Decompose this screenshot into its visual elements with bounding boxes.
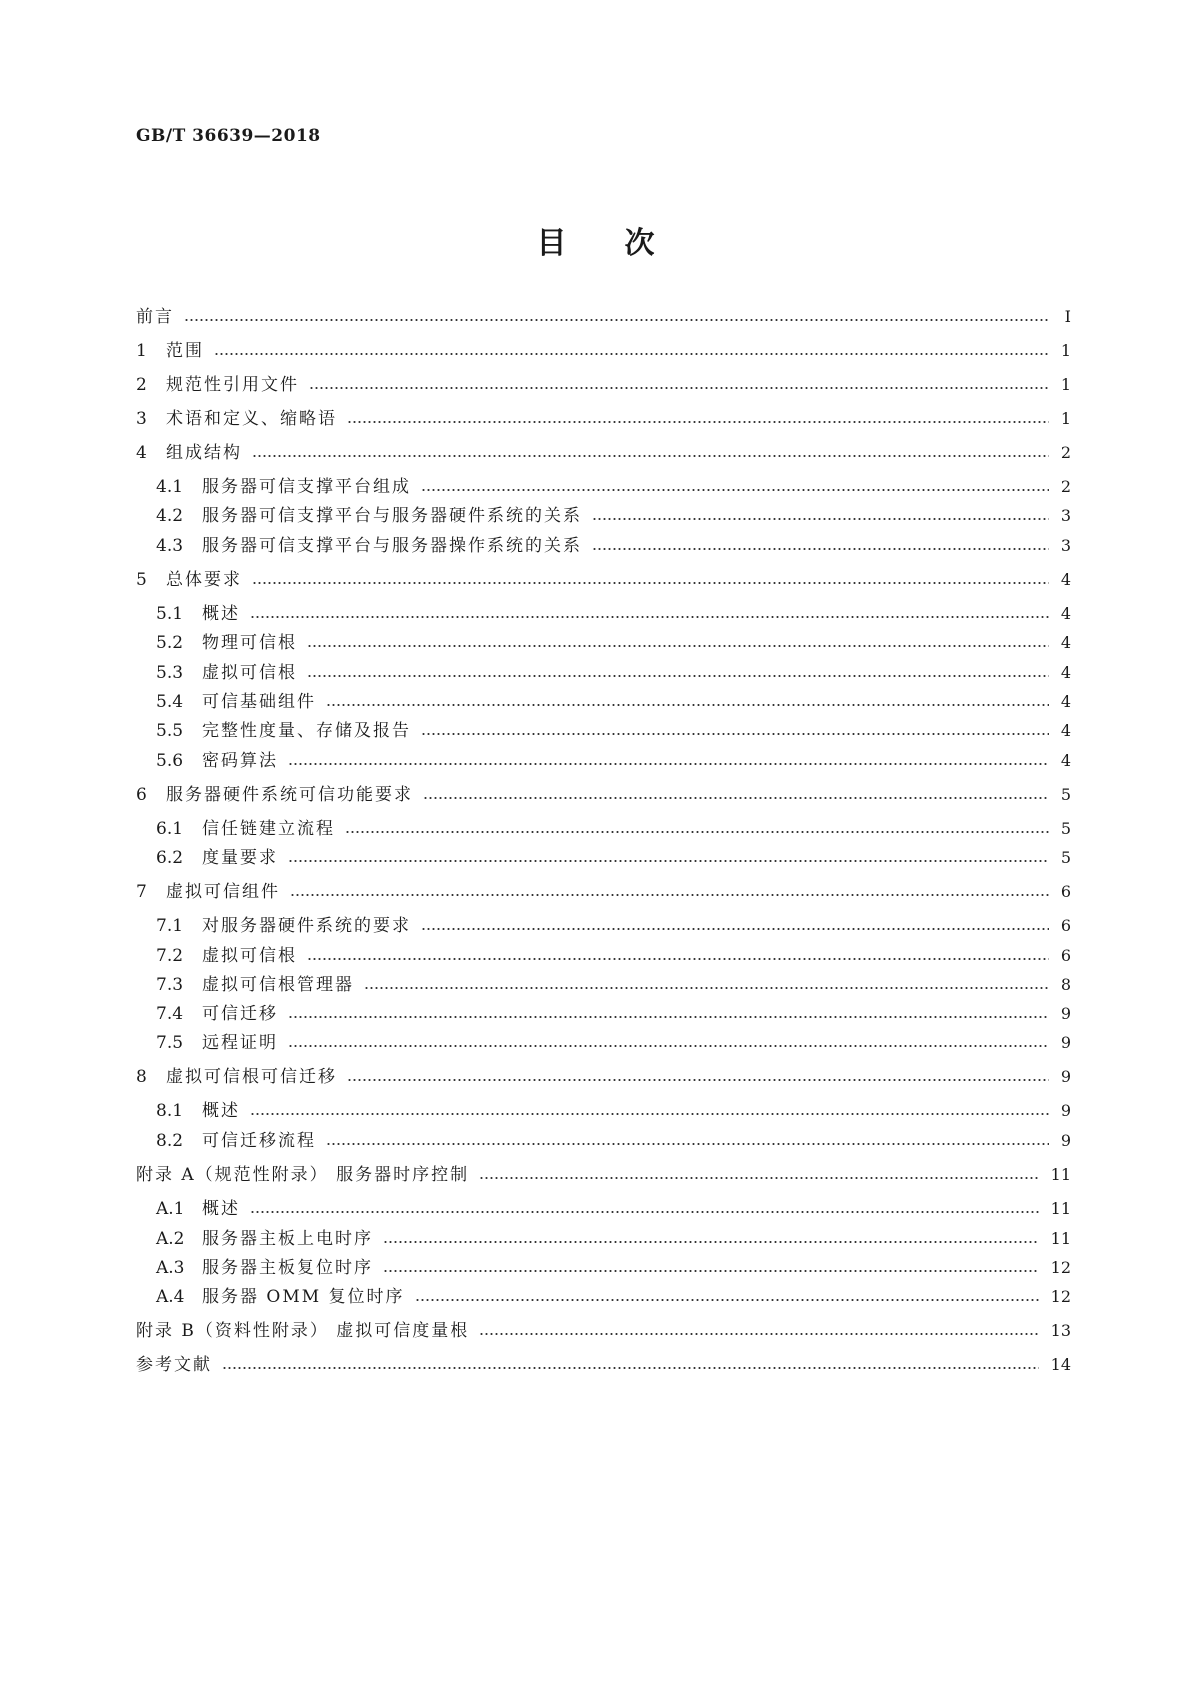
toc-entry-title: 服务器主板复位时序	[202, 1258, 373, 1278]
dot-leader	[184, 319, 1049, 321]
toc-entry-number: 3	[136, 409, 147, 429]
standard-code: GB/T 36639—2018	[136, 126, 321, 146]
toc-entry[interactable]	[136, 1318, 1071, 1344]
toc-entry-page: 9	[1060, 1004, 1071, 1023]
toc-entry[interactable]	[156, 1284, 1071, 1310]
toc-entry-title: 概述	[202, 1199, 240, 1219]
toc-entry-number: 4	[136, 443, 147, 463]
toc-entry[interactable]	[136, 304, 1071, 330]
toc-entry-number: 5	[136, 570, 147, 590]
dot-leader	[222, 1367, 1039, 1369]
toc-entry-page: 13	[1050, 1321, 1071, 1340]
toc-entry[interactable]	[156, 533, 1071, 559]
toc-entry-number: 8.2	[156, 1131, 184, 1151]
toc-entry[interactable]	[156, 689, 1071, 715]
toc-entry-page: 3	[1060, 506, 1071, 525]
dot-leader	[288, 763, 1049, 765]
toc-entry-number: 6.1	[156, 819, 184, 839]
toc-entry-title: 密码算法	[202, 751, 278, 771]
toc-entry[interactable]	[156, 630, 1071, 656]
dot-leader	[250, 1113, 1049, 1115]
toc-entry-number: 2	[136, 375, 147, 395]
toc-entry-page: 1	[1060, 375, 1071, 394]
toc-entry[interactable]	[156, 1128, 1071, 1154]
dot-leader	[307, 675, 1049, 677]
toc-entry[interactable]	[136, 782, 1071, 808]
dot-leader	[250, 616, 1049, 618]
toc-entry-number: 1	[136, 341, 147, 361]
toc-entry-page: 9	[1060, 1131, 1071, 1150]
dot-leader	[250, 1211, 1039, 1213]
toc-entry-page: 6	[1060, 946, 1071, 965]
dot-leader	[347, 421, 1049, 423]
toc-entry-page: 4	[1060, 692, 1071, 711]
toc-entry-title: 虚拟可信根	[202, 946, 297, 966]
toc-entry-page: 8	[1060, 975, 1071, 994]
toc-entry-number: 8.1	[156, 1101, 184, 1121]
toc-entry-number: A.4	[156, 1287, 185, 1307]
dot-leader	[364, 987, 1049, 989]
toc-entry-number: 7.3	[156, 975, 184, 995]
toc-entry-title: 前言	[136, 307, 174, 327]
toc-entry[interactable]	[156, 1255, 1071, 1281]
toc-entry-page: 4	[1060, 751, 1071, 770]
toc-entry-title: 附录 A（规范性附录） 服务器时序控制	[136, 1165, 470, 1185]
toc-entry-page: 4	[1060, 663, 1071, 682]
toc-entry-title: 服务器 OMM 复位时序	[202, 1287, 405, 1307]
dot-leader	[415, 1299, 1039, 1301]
toc-entry-title: 虚拟可信根可信迁移	[166, 1067, 337, 1087]
toc-entry-title: 服务器可信支撑平台与服务器操作系统的关系	[202, 536, 582, 556]
toc-entry-page: 5	[1060, 785, 1071, 804]
toc-entry[interactable]	[156, 601, 1071, 627]
dot-leader	[421, 733, 1049, 735]
toc-entry-title: 可信迁移	[202, 1004, 278, 1024]
toc-entry-number: A.2	[156, 1229, 185, 1249]
dot-leader	[307, 958, 1049, 960]
toc-entry[interactable]	[136, 567, 1071, 593]
toc-entry[interactable]	[136, 879, 1071, 905]
toc-entry-page: 1	[1060, 409, 1071, 428]
toc-entry-title: 概述	[202, 604, 240, 624]
toc-entry-title: 虚拟可信根	[202, 663, 297, 683]
toc-entry-number: 4.1	[156, 477, 184, 497]
toc-entry-page: 12	[1050, 1258, 1071, 1277]
toc-entry[interactable]	[136, 1352, 1071, 1378]
toc-entry-number: 7	[136, 882, 147, 902]
toc-entry-title: 规范性引用文件	[166, 375, 299, 395]
toc-entry[interactable]	[156, 474, 1071, 500]
dot-leader	[421, 928, 1049, 930]
toc-entry[interactable]	[136, 338, 1071, 364]
toc-entry[interactable]	[156, 1196, 1071, 1222]
toc-entry-page: 5	[1060, 848, 1071, 867]
toc-entry-number: 5.5	[156, 721, 184, 741]
toc-entry[interactable]	[156, 1001, 1071, 1027]
toc-entry[interactable]	[136, 372, 1071, 398]
toc-entry-title: 对服务器硬件系统的要求	[202, 916, 411, 936]
toc-entry-number: 5.1	[156, 604, 184, 624]
toc-entry-title: 组成结构	[166, 443, 242, 463]
dot-leader	[347, 1079, 1049, 1081]
title-char-second: 次	[624, 226, 655, 261]
toc-entry-page: 4	[1060, 633, 1071, 652]
toc-entry[interactable]	[156, 1098, 1071, 1124]
toc-entry-title: 虚拟可信根管理器	[202, 975, 354, 995]
toc-entry-page: 2	[1060, 477, 1071, 496]
toc-entry-title: 信任链建立流程	[202, 819, 335, 839]
dot-leader	[252, 455, 1049, 457]
toc-entry-title: 度量要求	[202, 848, 278, 868]
toc-entry-title: 虚拟可信组件	[166, 882, 280, 902]
toc-entry[interactable]	[156, 943, 1071, 969]
toc-entry-number: 4.2	[156, 506, 184, 526]
dot-leader	[307, 645, 1049, 647]
toc-entry-page: Ⅰ	[1064, 307, 1071, 326]
toc-entry-title: 完整性度量、存储及报告	[202, 721, 411, 741]
dot-leader	[421, 489, 1049, 491]
dot-leader	[214, 353, 1049, 355]
toc-entry-title: 物理可信根	[202, 633, 297, 653]
toc-entry-page: 4	[1060, 721, 1071, 740]
dot-leader	[326, 1143, 1049, 1145]
toc-entry-page: 9	[1060, 1067, 1071, 1086]
toc-entry-page: 4	[1060, 604, 1071, 623]
toc-entry[interactable]	[136, 440, 1071, 466]
toc-entry-page: 11	[1050, 1229, 1071, 1248]
toc-entry-number: 7.4	[156, 1004, 184, 1024]
toc-entry[interactable]	[136, 1162, 1071, 1188]
dot-leader	[592, 548, 1049, 550]
toc-entry-page: 6	[1060, 882, 1071, 901]
toc-entry[interactable]	[156, 1030, 1071, 1056]
toc-entry-number: 5.2	[156, 633, 184, 653]
dot-leader	[290, 894, 1049, 896]
toc-entry-number: 7.1	[156, 916, 184, 936]
toc-entry[interactable]	[156, 660, 1071, 686]
toc-entry-page: 12	[1050, 1287, 1071, 1306]
dot-leader	[345, 831, 1049, 833]
dot-leader	[383, 1270, 1039, 1272]
toc-entry[interactable]	[156, 718, 1071, 744]
toc-entry-page: 4	[1060, 570, 1071, 589]
dot-leader	[288, 1045, 1049, 1047]
dot-leader	[252, 582, 1049, 584]
toc-entry-page: 11	[1050, 1199, 1071, 1218]
toc-entry-page: 11	[1050, 1165, 1071, 1184]
toc-entry-number: 4.3	[156, 536, 184, 556]
toc-entry-page: 6	[1060, 916, 1071, 935]
toc-entry-number: 8	[136, 1067, 147, 1087]
dot-leader	[288, 1016, 1049, 1018]
toc-entry[interactable]	[156, 913, 1071, 939]
toc-entry-number: 6	[136, 785, 147, 805]
toc-entry-title: 参考文献	[136, 1355, 212, 1375]
table-of-contents	[136, 0, 1071, 1684]
toc-entry-title: 服务器硬件系统可信功能要求	[166, 785, 413, 805]
title-char-first: 目	[536, 226, 567, 261]
toc-entry-title: 服务器可信支撑平台组成	[202, 477, 411, 497]
toc-entry-page: 14	[1050, 1355, 1071, 1374]
toc-entry-number: A.1	[156, 1199, 185, 1219]
toc-entry-title: 服务器主板上电时序	[202, 1229, 373, 1249]
toc-entry-page: 9	[1060, 1101, 1071, 1120]
toc-entry-title: 可信迁移流程	[202, 1131, 316, 1151]
toc-entry-page: 5	[1060, 819, 1071, 838]
toc-entry-number: 6.2	[156, 848, 184, 868]
toc-entry-title: 范围	[166, 341, 204, 361]
dot-leader	[288, 860, 1049, 862]
toc-entry[interactable]	[136, 1064, 1071, 1090]
toc-entry-title: 可信基础组件	[202, 692, 316, 712]
toc-entry-page: 9	[1060, 1033, 1071, 1052]
toc-entry-number: 7.2	[156, 946, 184, 966]
dot-leader	[423, 797, 1049, 799]
dot-leader	[479, 1177, 1039, 1179]
toc-entry-page: 1	[1060, 341, 1071, 360]
toc-entry-title: 附录 B（资料性附录） 虚拟可信度量根	[136, 1321, 470, 1341]
toc-entry-title: 服务器可信支撑平台与服务器硬件系统的关系	[202, 506, 582, 526]
toc-entry[interactable]	[156, 845, 1071, 871]
toc-entry-title: 概述	[202, 1101, 240, 1121]
toc-entry[interactable]	[156, 816, 1071, 842]
dot-leader	[592, 518, 1049, 520]
dot-leader	[309, 387, 1049, 389]
toc-entry[interactable]	[156, 503, 1071, 529]
toc-entry-page: 2	[1060, 443, 1071, 462]
toc-entry-number: 5.4	[156, 692, 184, 712]
toc-entry-title: 远程证明	[202, 1033, 278, 1053]
toc-entry[interactable]	[156, 1226, 1071, 1252]
toc-entry[interactable]	[156, 748, 1071, 774]
toc-entry[interactable]	[136, 406, 1071, 432]
dot-leader	[383, 1241, 1039, 1243]
toc-entry-number: A.3	[156, 1258, 185, 1278]
dot-leader	[479, 1333, 1038, 1335]
toc-entry-title: 总体要求	[166, 570, 242, 590]
toc-entry-number: 7.5	[156, 1033, 184, 1053]
toc-entry-page: 3	[1060, 536, 1071, 555]
toc-entry-title: 术语和定义、缩略语	[166, 409, 337, 429]
toc-entry-number: 5.3	[156, 663, 184, 683]
toc-entry[interactable]	[156, 972, 1071, 998]
dot-leader	[326, 704, 1049, 706]
toc-entry-number: 5.6	[156, 751, 184, 771]
